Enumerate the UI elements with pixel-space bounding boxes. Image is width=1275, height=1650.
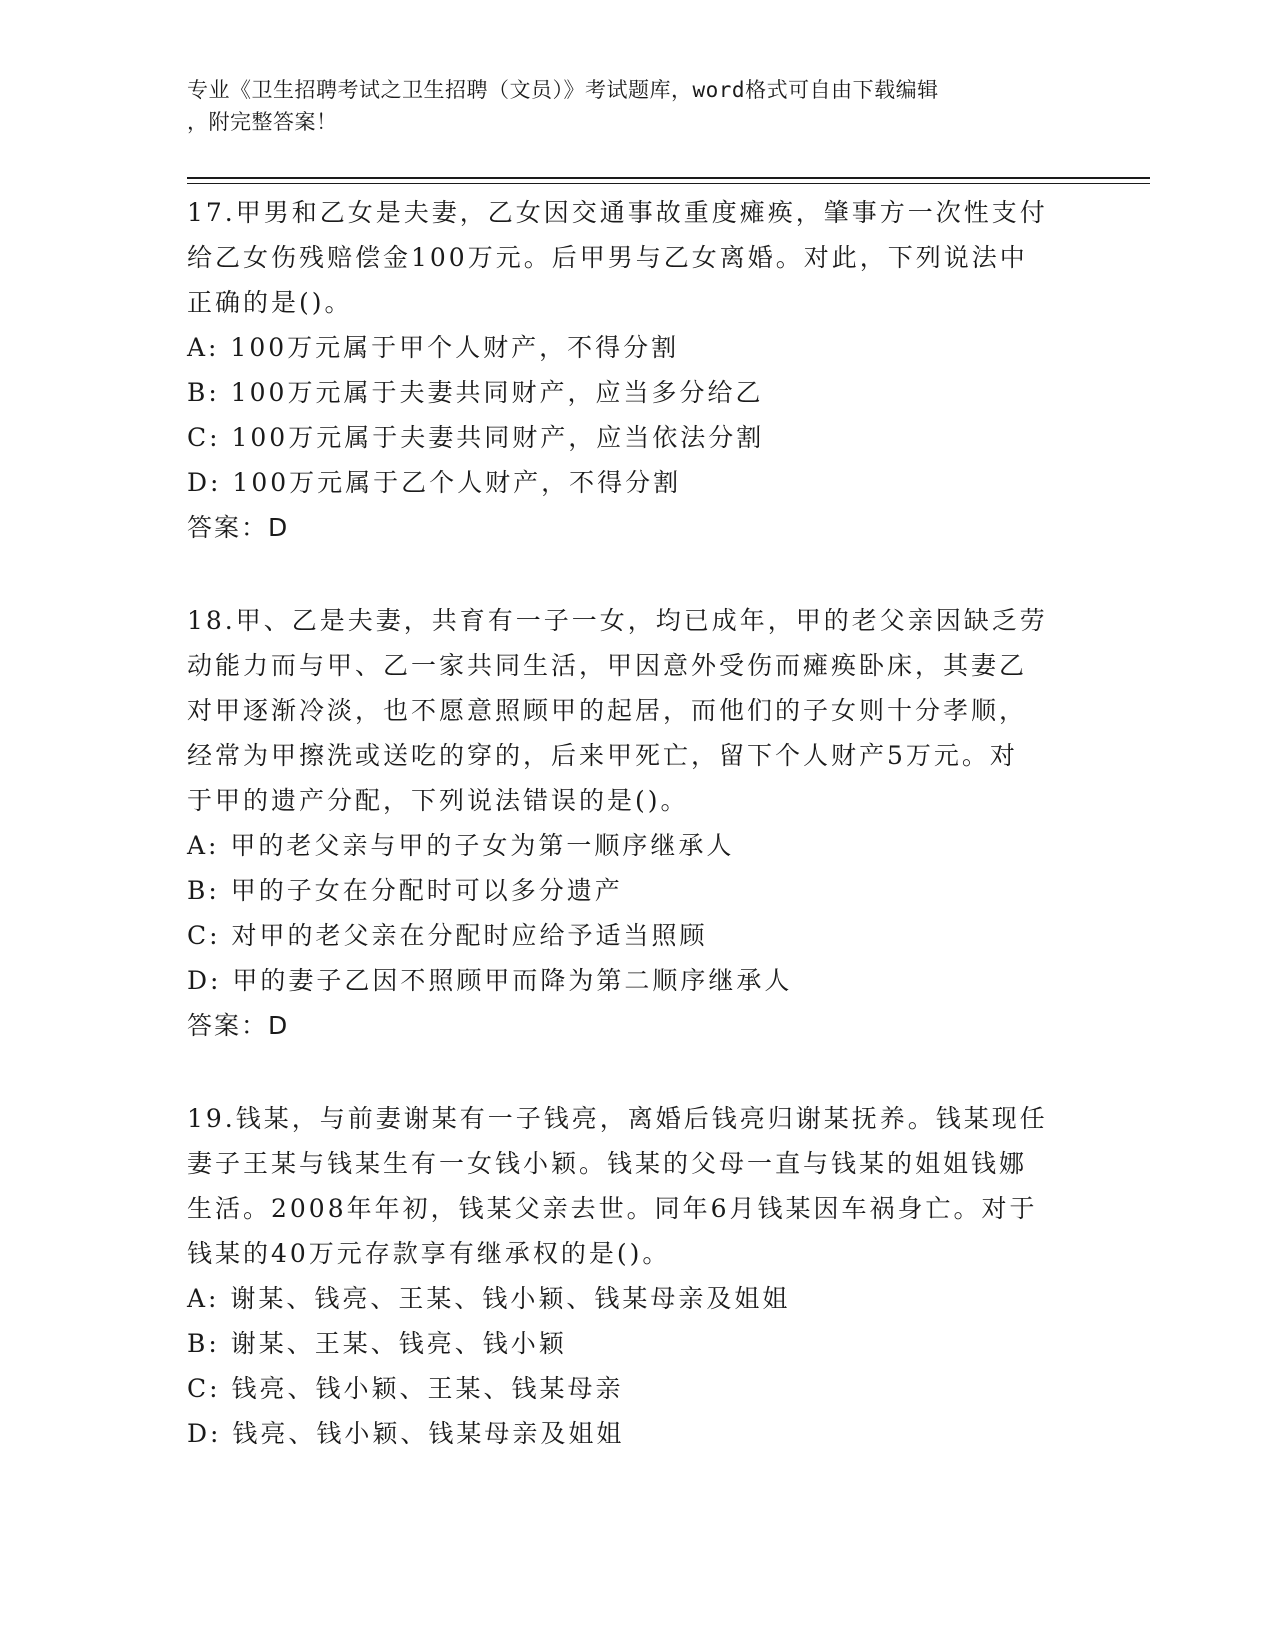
- header-line-1: 专业《卫生招聘考试之卫生招聘（文员）》考试题库，word格式可自由下载编辑: [187, 78, 939, 102]
- question-stem-line: 于甲的遗产分配，下列说法错误的是()。: [187, 786, 689, 815]
- answer-line: 答案：D: [187, 1011, 290, 1040]
- option-c: C: 对甲的老父亲在分配时应给予适当照顾: [187, 921, 708, 950]
- header-line-2: ，附完整答案！: [187, 110, 338, 134]
- option-c: C: 100万元属于夫妻共同财产，应当依法分割: [187, 423, 765, 452]
- option-d: D: 甲的妻子乙因不照顾甲而降为第二顺序继承人: [187, 966, 793, 995]
- question-stem-line: 17.甲男和乙女是夫妻，乙女因交通事故重度瘫痪，肇事方一次性支付: [187, 198, 1048, 227]
- option-d: D: 100万元属于乙个人财产，不得分割: [187, 468, 682, 497]
- question-stem-line: 生活。2008年年初，钱某父亲去世。同年6月钱某因车祸身亡。对于: [187, 1194, 1038, 1223]
- option-a: A: 谢某、钱亮、王某、钱小颖、钱某母亲及姐姐: [187, 1284, 791, 1313]
- question-18: [187, 598, 1087, 1048]
- question-19: [187, 1096, 1087, 1456]
- option-c: C: 钱亮、钱小颖、王某、钱某母亲: [187, 1374, 624, 1403]
- question-stem-line: 妻子王某与钱某生有一女钱小颖。钱某的父母一直与钱某的姐姐钱娜: [187, 1149, 1028, 1178]
- option-b: B: 谢某、王某、钱亮、钱小颖: [187, 1329, 567, 1358]
- question-stem-line: 正确的是()。: [187, 288, 353, 317]
- question-stem-line: 给乙女伤残赔偿金100万元。后甲男与乙女离婚。对此，下列说法中: [187, 243, 1028, 272]
- option-a: A: 100万元属于甲个人财产，不得分割: [187, 333, 680, 362]
- option-b: B: 100万元属于夫妻共同财产，应当多分给乙: [187, 378, 764, 407]
- option-d: D: 钱亮、钱小颖、钱某母亲及姐姐: [187, 1419, 625, 1448]
- question-stem-line: 对甲逐渐冷淡，也不愿意照顾甲的起居，而他们的子女则十分孝顺，: [187, 696, 1028, 725]
- question-stem-line: 动能力而与甲、乙一家共同生活，甲因意外受伤而瘫痪卧床，其妻乙: [187, 651, 1028, 680]
- option-a: A: 甲的老父亲与甲的子女为第一顺序继承人: [187, 831, 735, 860]
- answer-line: 答案：D: [187, 513, 290, 542]
- question-stem-line: 19.钱某，与前妻谢某有一子钱亮，离婚后钱亮归谢某抚养。钱某现任: [187, 1104, 1048, 1133]
- question-17: [187, 190, 1087, 550]
- question-stem-line: 钱某的40万元存款享有继承权的是()。: [187, 1239, 671, 1268]
- question-stem-line: 经常为甲擦洗或送吃的穿的，后来甲死亡，留下个人财产5万元。对: [187, 741, 1018, 770]
- option-b: B: 甲的子女在分配时可以多分遗产: [187, 876, 623, 905]
- question-stem-line: 18.甲、乙是夫妻，共育有一子一女，均已成年，甲的老父亲因缺乏劳: [187, 606, 1048, 635]
- header-divider-thin: [187, 183, 1150, 184]
- header-divider-thick: [187, 177, 1150, 179]
- document-header: [187, 74, 1067, 138]
